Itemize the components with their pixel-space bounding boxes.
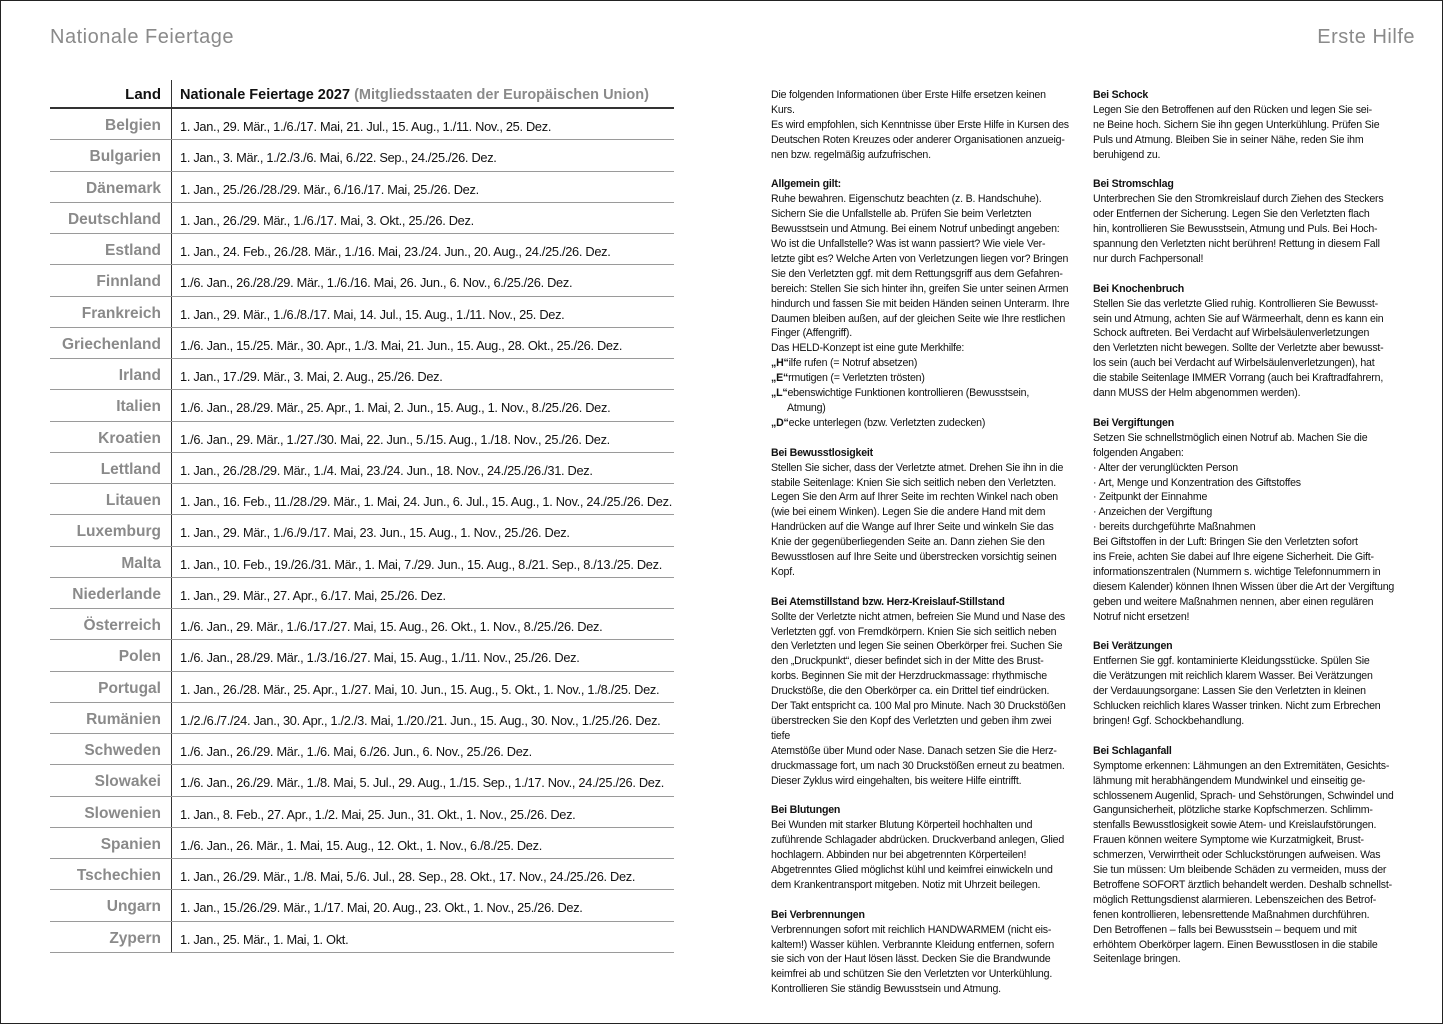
country-name: Spanien	[50, 828, 172, 858]
text-line: Frauen können weitere Symptome wie Kurzatmigkeit, Brust-	[1093, 834, 1364, 847]
country-name: Polen	[50, 640, 172, 670]
first-aid-section	[771, 908, 1071, 997]
held-text-continued: Atmung)	[787, 402, 826, 415]
text-line: Setzen Sie schnellstmöglich einen Notruf ab. Machen Sie die	[1093, 431, 1368, 444]
country-name: Schweden	[50, 734, 172, 764]
text-line: bereich: Stellen Sie sich hinter ihn, greifen Sie unter seinen Armen	[771, 282, 1069, 295]
holiday-dates: 1. Jan., 29. Mär., 1./6./9./17. Mai, 23. Jun., 15. Aug., 1. Nov., 25./26. Dez.	[180, 525, 570, 541]
text-line: dem Krankentransport mitgeben. Notiz mit Uhrzeit beilegen.	[771, 878, 1041, 891]
table-row	[50, 484, 674, 515]
table-body	[50, 109, 674, 953]
holiday-dates: 1./6. Jan., 26./29. Mär., 1./8. Mai, 5. Jul., 29. Aug., 1./15. Sep., 1./17. Nov., 24./25./26. Dez.	[180, 775, 664, 791]
first-aid-section	[771, 595, 1071, 789]
text-line: fenen kontrollieren, lebensrettende Maßnahmen durchführen.	[1093, 908, 1370, 921]
text-line: Finger (Affengriff).	[771, 327, 852, 340]
text-line: · Anzeichen der Vergiftung	[1093, 506, 1213, 519]
text-line: folgenden Angaben:	[1093, 446, 1184, 459]
text-line: los sein (auch bei Verdacht auf Wirbelsäulenverletzungen), hat	[1093, 357, 1375, 370]
text-line: Verbrennungen sofort mit reichlich HANDWARMEM (nicht eis-	[771, 923, 1052, 936]
country-name: Dänemark	[50, 172, 172, 202]
text-line: Sie den Verletzten ggf. mit dem Rettungsgriff aus dem Gefahren-	[771, 267, 1063, 280]
held-letter: „H“	[771, 357, 789, 370]
holiday-dates: 1. Jan., 26./29. Mär., 1./8. Mai, 5./6. Jul., 28. Sep., 28. Okt., 17. Nov., 24./25./26. Dez.	[180, 869, 636, 884]
text-line: dann MUSS der Helm abgenommen werden).	[1093, 387, 1301, 400]
text-line: lähmung mit herabhängendem Mundwinkel und einseitig ge-	[1093, 774, 1366, 787]
country-name: Rumänien	[50, 703, 172, 733]
text-line: Wo ist die Unfallstelle? Was ist wann passiert? Wie viele Ver-	[771, 238, 1046, 251]
text-line: den Verletzten und legen Sie seinen Oberkörper frei. Suchen Sie	[771, 640, 1063, 653]
section-title: Bei Blutungen	[771, 804, 841, 817]
first-aid-section	[771, 177, 1071, 430]
text-line: Kopf.	[771, 565, 795, 578]
text-line: druckmassage fort, um nach 30 Druckstößen erneut zu beatmen.	[771, 759, 1065, 772]
country-name: Lettland	[50, 453, 172, 483]
section-title: Allgemein gilt:	[771, 178, 841, 191]
text-line: Bewusstsein und Atmung. Bei einem Notruf unbedingt angeben:	[771, 223, 1060, 236]
first-aid-section	[1093, 639, 1395, 728]
country-name: Luxemburg	[50, 515, 172, 545]
left-page-header: Nationale Feiertage	[50, 26, 235, 48]
column-header-land: Land	[50, 80, 172, 107]
section-title: Bei Knochenbruch	[1093, 282, 1184, 295]
text-line: Deutschen Roten Kreuzes oder anderer Organisationen anzueig-	[771, 133, 1065, 146]
text-line: Knie der gegenüberliegenden Seite an. Dann ziehen Sie den	[771, 536, 1045, 549]
table-row	[50, 765, 674, 796]
country-name: Ungarn	[50, 890, 172, 920]
country-name: Slowakei	[50, 765, 172, 795]
holiday-dates: 1./6. Jan., 28./29. Mär., 25. Apr., 1. Mai, 2. Jun., 15. Aug., 1. Nov., 8./25./26. Dez.	[180, 400, 611, 416]
country-name: Litauen	[50, 484, 172, 514]
text-line: oder Entfernen der Sicherung. Legen Sie den Verletzten flach	[1093, 208, 1370, 221]
table-row	[50, 359, 674, 390]
holiday-dates: 1./6. Jan., 26./28./29. Mär., 1./6./16. Mai, 26. Jun., 6. Nov., 6./25./26. Dez.	[180, 275, 573, 291]
text-line: Dieser Zyklus wird eingehalten, bis weitere Hilfe eintrifft.	[771, 774, 1022, 787]
country-name: Österreich	[50, 609, 172, 639]
country-name: Deutschland	[50, 203, 172, 233]
text-line: Bewusstlosen auf Ihre Seite und überstrecken vorsichtig seinen	[771, 551, 1057, 564]
text-line: der Verdauungsorgane: Lassen Sie den Verletzten in kleinen	[1093, 685, 1366, 698]
text-line: hochlagern. Abbinden nur bei abgetrennten Körperteilen!	[771, 849, 1027, 862]
text-line: erhöhtem Oberkörper lagern. Einen Bewusstlosen in die stabile	[1093, 938, 1378, 951]
section-title: Bei Vergiftungen	[1093, 416, 1174, 429]
text-line: Entfernen Sie ggf. kontaminierte Kleidungsstücke. Spülen Sie	[1093, 655, 1370, 668]
country-name: Belgien	[50, 109, 172, 139]
text-line: Schlucken reichlich klares Wasser trinken. Nicht zum Erbrechen	[1093, 700, 1381, 713]
holiday-dates: 1. Jan., 25./26./28./29. Mär., 6./16./17. Mai, 25./26. Dez.	[180, 181, 479, 197]
text-line: korbs. Beginnen Sie mit der Herzdruckmassage: rhythmische	[771, 670, 1047, 683]
text-line: · Art, Menge und Konzentration des Giftstoffes	[1093, 476, 1301, 489]
holiday-dates: 1./2./6./7./24. Jan., 30. Apr., 1./2./3. Mai, 1./20./21. Jun., 15. Aug., 30. Nov., 1./25./26. Dez.	[180, 712, 661, 728]
table-row	[50, 828, 674, 859]
held-text: rmutigen (= Verletzten trösten)	[788, 372, 925, 385]
text-line: Notruf nicht ersetzen!	[1093, 610, 1190, 623]
table-row	[50, 297, 674, 328]
text-line: Bei Giftstoffen in der Luft: Bringen Sie den Verletzten sofort	[1093, 536, 1358, 549]
table-row	[50, 609, 674, 640]
country-name: Frankreich	[50, 297, 172, 327]
text-line: Atemstöße über Mund oder Nase. Danach setzen Sie die Herz-	[771, 744, 1057, 757]
country-name: Malta	[50, 547, 172, 577]
text-line: · bereits durchgeführte Maßnahmen	[1093, 521, 1256, 534]
text-line: Bei Wunden mit starker Blutung Körperteil hochhalten und	[771, 819, 1033, 832]
held-letter: „D“	[771, 416, 789, 429]
table-row	[50, 922, 674, 953]
country-name: Bulgarien	[50, 140, 172, 170]
text-line: Unterbrechen Sie den Stromkreislauf durch Ziehen des Steckers	[1093, 193, 1384, 206]
text-line: nen bzw. regelmäßig aufzufrischen.	[771, 148, 931, 161]
text-line: Kontrollieren Sie ständig Bewusstsein und Atmung.	[771, 983, 1001, 996]
country-name: Griechenland	[50, 328, 172, 358]
first-aid-section	[1093, 744, 1395, 968]
text-line: keimfrei ab und schützen Sie den Verletzten vor Unterkühlung.	[771, 968, 1053, 981]
text-line: Das HELD-Konzept ist eine gute Merkhilfe:	[771, 342, 965, 355]
text-line: · Alter der verunglückten Person	[1093, 461, 1238, 474]
text-line: Daumen bleiben außen, auf der gleichen Seite wie Ihre restlichen	[771, 312, 1066, 325]
holiday-dates: 1./6. Jan., 29. Mär., 1./6./17./27. Mai, 15. Aug., 26. Okt., 1. Nov., 8./25./26. Dez.	[180, 619, 603, 634]
text-line: Abgetrenntes Glied möglichst kühl und keimfrei einwickeln und	[771, 864, 1053, 877]
text-line: Es wird empfohlen, sich Kenntnisse über Erste Hilfe in Kursen des	[771, 118, 1069, 131]
text-line: Verletzten ggf. von Fremdkörpern. Knien Sie sich seitlich neben	[771, 625, 1057, 638]
table-row	[50, 140, 674, 171]
table-header	[50, 80, 674, 109]
text-line: Symptome erkennen: Lähmungen an den Extremitäten, Gesichts-	[1093, 759, 1390, 772]
country-name: Tschechien	[50, 859, 172, 889]
table-row	[50, 578, 674, 609]
country-name: Estland	[50, 234, 172, 264]
column-header-holidays	[172, 80, 649, 107]
first-aid-section	[771, 88, 1071, 163]
text-line: spannung den Verletzten nicht berühren! Rettung in diesem Fall	[1093, 238, 1380, 251]
first-aid-column-1	[771, 88, 1071, 1012]
table-row	[50, 640, 674, 671]
holiday-dates: 1. Jan., 26./29. Mär., 1./6./17. Mai, 3. Okt., 25./26. Dez.	[180, 212, 474, 228]
text-line: Stellen Sie sicher, dass der Verletzte atmet. Drehen Sie ihn in die	[771, 461, 1064, 474]
held-letter: „L“	[771, 387, 788, 400]
held-item	[771, 416, 1071, 431]
text-line: die Verätzungen mit reichlich klarem Wasser. Bei Verätzungen	[1093, 670, 1373, 683]
text-line: den „Druckpunkt“, dieser befindet sich in der Mitte des Brust-	[771, 655, 1044, 668]
first-aid-section	[771, 446, 1071, 580]
first-aid-column-2	[1093, 88, 1395, 982]
text-line: Sollte der Verletzte nicht atmen, befreien Sie Mund und Nase des	[771, 610, 1066, 623]
text-line: Puls und Atmung. Bleiben Sie in seiner Nähe, reden Sie ihm	[1093, 133, 1364, 146]
text-line: überstrecken Sie den Kopf des Verletzten und geben ihm zwei tiefe	[771, 715, 1052, 742]
text-line: sie sich von der Haut lösen lässt. Decken Sie die Brandwunde	[771, 953, 1051, 966]
column-header-title: Nationale Feiertage 2027	[180, 87, 351, 103]
text-line: Legen Sie den Betroffenen auf den Rücken und legen Sie sei-	[1093, 103, 1372, 116]
text-line: Sie tun müssen: Um bleibende Schäden zu vermeiden, muss der	[1093, 864, 1387, 877]
text-line: Die folgenden Informationen über Erste Hilfe ersetzen keinen Kurs.	[771, 89, 1046, 116]
table-row	[50, 734, 674, 765]
text-line: hindurch und fassen Sie mit beiden Händen seinen Unterarm. Ihre	[771, 297, 1070, 310]
country-name: Slowenien	[50, 797, 172, 827]
holiday-dates: 1. Jan., 8. Feb., 27. Apr., 1./2. Mai, 25. Jun., 31. Okt., 1. Nov., 25./26. Dez.	[180, 806, 576, 822]
table-row	[50, 453, 674, 484]
text-line: diesem Kalender) können Ihnen Wissen über die Art der Vergiftung	[1093, 580, 1395, 593]
country-name: Niederlande	[50, 578, 172, 608]
holiday-dates: 1. Jan., 25. Mär., 1. Mai, 1. Okt.	[180, 931, 349, 947]
holiday-dates: 1. Jan., 29. Mär., 1./6./17. Mai, 21. Jul., 15. Aug., 1./11. Nov., 25. Dez.	[180, 119, 552, 134]
table-row	[50, 390, 674, 421]
section-title: Bei Verätzungen	[1093, 640, 1173, 653]
text-line: Seitenlage bringen.	[1093, 953, 1181, 966]
table-row	[50, 859, 674, 890]
held-letter: „E“	[771, 372, 789, 385]
held-text: ebenswichtige Funktionen kontrollieren (Bewusstsein,	[787, 387, 1030, 400]
text-line: kaltem!) Wasser kühlen. Verbrannte Kleidung entfernen, sofern	[771, 938, 1055, 951]
text-line: beruhigend zu.	[1093, 148, 1161, 161]
text-line: ne Beine hoch. Sichern Sie ihn gegen Unterkühlung. Prüfen Sie	[1093, 118, 1380, 131]
text-line: geben und weitere Maßnahmen nennen, aber einen regulären	[1093, 595, 1374, 608]
table-row	[50, 203, 674, 234]
holiday-dates: 1. Jan., 24. Feb., 26./28. Mär., 1./16. Mai, 23./24. Jun., 20. Aug., 24./25./26. Dez.	[180, 244, 611, 259]
table-row	[50, 672, 674, 703]
text-line: · Zeitpunkt der Einnahme	[1093, 491, 1208, 504]
held-item	[771, 356, 1071, 371]
holiday-dates: 1. Jan., 26./28./29. Mär., 1./4. Mai, 23./24. Jun., 18. Nov., 24./25./26./31. Dez.	[180, 462, 593, 478]
text-line: Den Betroffenen – falls bei Bewusstsein – bequem und mit	[1093, 923, 1357, 936]
text-line: hin, kontrollieren Sie Bewusstsein, Atmung und Puls. Bei Hoch-	[1093, 223, 1378, 236]
text-line: (wie bei einem Winken). Legen Sie die andere Hand mit dem	[771, 506, 1046, 519]
table-row	[50, 797, 674, 828]
text-line: den Verletzten nicht bewegen. Sollte der Verletzte aber bewusst-	[1093, 342, 1384, 355]
held-item	[771, 386, 1071, 401]
country-name: Italien	[50, 390, 172, 420]
text-line: Ruhe bewahren. Eigenschutz beachten (z. B. Handschuhe).	[771, 193, 1042, 206]
text-line: sein und Atmung, achten Sie auf Wärmeerhalt, denn es kann ein	[1093, 312, 1384, 325]
holiday-dates: 1. Jan., 10. Feb., 19./26./31. Mär., 1. Mai, 7./29. Jun., 15. Aug., 8./21. Sep., 8./13./25. Dez.	[180, 556, 662, 572]
text-line: Stellen Sie das verletzte Glied ruhig. Kontrollieren Sie Bewusst-	[1093, 297, 1378, 310]
country-name: Kroatien	[50, 422, 172, 452]
first-aid-section	[1093, 282, 1395, 401]
holiday-dates: 1./6. Jan., 29. Mär., 1./27./30. Mai, 22. Jun., 5./15. Aug., 1./18. Nov., 25./26. Dez.	[180, 431, 610, 447]
text-line: Schock auftreten. Bei Verdacht auf Wirbelsäulenverletzungen	[1093, 327, 1370, 340]
table-row	[50, 703, 674, 734]
held-item	[771, 371, 1071, 386]
holiday-dates: 1. Jan., 15./26./29. Mär., 1./17. Mai, 20. Aug., 23. Okt., 1. Nov., 25./26. Dez.	[180, 900, 583, 916]
text-line: informationszentralen (Nummern s. wichtige Telefonnummern in	[1093, 565, 1381, 578]
table-row	[50, 234, 674, 265]
text-line: Gangunsicherheit, plötzliche starke Kopfschmerzen. Schlimm-	[1093, 804, 1373, 817]
text-line: bringen! Ggf. Schockbehandlung.	[1093, 715, 1245, 727]
text-line: stenfalls Bewusstlosigkeit sowie Atem- und Kreislaufstörungen.	[1093, 819, 1377, 832]
country-name: Zypern	[50, 922, 172, 952]
text-line: Der Takt entspricht ca. 100 Mal pro Minute. Nach 30 Druckstößen	[771, 700, 1066, 713]
text-line: Handrücken auf die Wange auf Ihrer Seite und winkeln Sie das	[771, 521, 1054, 534]
country-name: Finnland	[50, 265, 172, 295]
holiday-dates: 1. Jan., 26./28. Mär., 25. Apr., 1./27. Mai, 10. Jun., 15. Aug., 5. Okt., 1. Nov., 1./8./25. Dez.	[180, 681, 660, 697]
table-row	[50, 422, 674, 453]
table-row	[50, 172, 674, 203]
holiday-dates: 1. Jan., 17./29. Mär., 3. Mai, 2. Aug., 25./26. Dez.	[180, 369, 443, 384]
text-line: Betroffene SOFORT ärztlich behandelt werden. Deshalb schnellst-	[1093, 878, 1392, 891]
text-line: möglich Rettungsdienst alarmieren. Lebenszeichen des Betrof-	[1093, 893, 1377, 906]
holiday-dates: 1./6. Jan., 15./25. Mär., 30. Apr., 1./3. Mai, 21. Jun., 15. Aug., 28. Okt., 25./26. Dez.	[180, 337, 623, 353]
right-page-header: Erste Hilfe	[1317, 26, 1415, 48]
table-row	[50, 265, 674, 296]
section-title: Bei Schock	[1093, 89, 1149, 101]
holiday-dates: 1./6. Jan., 26./29. Mär., 1./6. Mai, 6./26. Jun., 6. Nov., 25./26. Dez.	[180, 744, 532, 759]
section-title: Bei Schlaganfall	[1093, 744, 1172, 757]
text-line: zuführende Schlagader abdrücken. Druckverband anlegen, Glied	[771, 834, 1065, 847]
holiday-dates: 1. Jan., 29. Mär., 27. Apr., 6./17. Mai, 25./26. Dez.	[180, 587, 446, 603]
holiday-dates: 1. Jan., 29. Mär., 1./6./8./17. Mai, 14. Jul., 15. Aug., 1./11. Nov., 25. Dez.	[180, 306, 565, 322]
text-line: ins Freie, achten Sie dabei auf Ihre eigene Sicherheit. Die Gift-	[1093, 551, 1374, 564]
table-row	[50, 890, 674, 921]
first-aid-section	[1093, 88, 1395, 163]
section-title: Bei Atemstillstand bzw. Herz-Kreislauf-Stillstand	[771, 595, 1005, 608]
country-name: Irland	[50, 359, 172, 389]
text-line: Druckstöße, die den Oberkörper ca. ein Drittel tief eindrücken.	[771, 685, 1050, 698]
section-title: Bei Stromschlag	[1093, 178, 1174, 191]
country-name: Portugal	[50, 672, 172, 702]
holiday-dates: 1. Jan., 3. Mär., 1./2./3./6. Mai, 6./22. Sep., 24./25./26. Dez.	[180, 150, 497, 166]
text-line: schmerzen, Verwirrtheit oder Schluckstörungen aufweisen. Was	[1093, 849, 1381, 862]
text-line: Sichern Sie die Unfallstelle ab. Prüfen Sie beim Verletzten	[771, 208, 1032, 221]
holiday-dates: 1./6. Jan., 26. Mär., 1. Mai, 15. Aug., 12. Okt., 1. Nov., 6./8./25. Dez.	[180, 837, 542, 853]
holiday-table	[50, 80, 674, 953]
text-line: Legen Sie den Arm auf Ihrer Seite im rechten Winkel nach oben	[771, 491, 1058, 504]
first-aid-section	[1093, 177, 1395, 266]
column-header-subtitle: (Mitgliedsstaaten der Europäischen Union)	[354, 87, 649, 103]
section-title: Bei Verbrennungen	[771, 908, 865, 921]
table-row	[50, 109, 674, 140]
text-line: nur durch Fachpersonal!	[1093, 252, 1204, 265]
held-text: ecke unterlegen (bzw. Verletzten zudecken)	[788, 416, 986, 429]
holiday-dates: 1./6. Jan., 28./29. Mär., 1./3./16./27. Mai, 15. Aug., 1./11. Nov., 25./26. Dez.	[180, 650, 580, 666]
first-aid-section	[771, 803, 1071, 892]
text-line: stabile Seitenlage: Knien Sie sich seitlich neben den Verletzten.	[771, 476, 1056, 489]
section-title: Bei Bewusstlosigkeit	[771, 446, 873, 459]
table-row	[50, 547, 674, 578]
held-text: ilfe rufen (= Notruf absetzen)	[788, 357, 918, 370]
first-aid-section	[1093, 416, 1395, 625]
text-line: letzte gibt es? Welche Arten von Verletzungen liegen vor? Bringen	[771, 252, 1069, 265]
table-row	[50, 328, 674, 359]
text-line: schlossenem Augenlid, Sprach- und Sehstörungen, Schwindel und	[1093, 789, 1394, 802]
table-row	[50, 515, 674, 546]
text-line: die stabile Seitenlage IMMER Vorrang (auch bei Kraftradfahrern,	[1093, 372, 1384, 385]
holiday-dates: 1. Jan., 16. Feb., 11./28./29. Mär., 1. Mai, 24. Jun., 6. Jul., 15. Aug., 1. Nov., 24./25./26. Dez.	[180, 494, 672, 509]
